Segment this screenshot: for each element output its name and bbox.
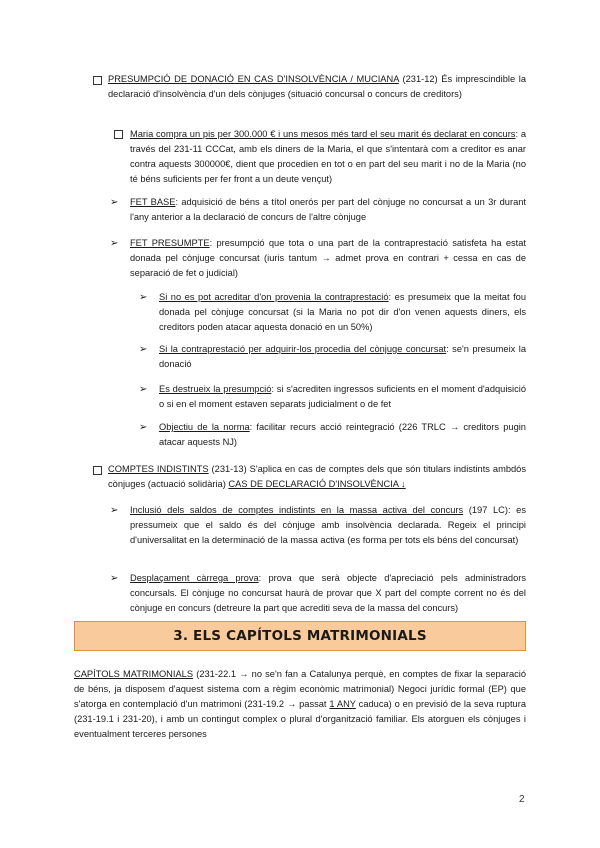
term-label: Es destrueix la presumpció (159, 384, 272, 394)
term-label: Desplaçament càrrega prova (130, 573, 259, 583)
term-label: FET PRESUMPTE (130, 238, 210, 248)
term-label: Objectiu de la norma (159, 422, 250, 432)
paragraph-fet-presumpte (130, 236, 526, 281)
term-label: Si la contraprestació per adquirir-los procedia del cònjuge concursat (159, 344, 447, 354)
term-label: Si no es pot acreditar d'on provenia la contraprestació (159, 292, 389, 302)
paragraph-text: : prova que serà objecte d'apreciació pels administradors concursals. El cònjuge no concursat haurà de provar que X part del compte corrent no és del cònjuge en concurs (detreure la part que acrediti seva de la massa del concurs) (130, 573, 526, 613)
bullet-arrow-icon: ➢ (139, 422, 148, 433)
paragraph-text: : a través del 231-11 CCCat, amb els diners de la Maria, el que s'intentarà com a creditor es anar contra aquests 300000€, dient que procedien en tot o en part del seu marit i no de la Maria (no té béns suficients per fer front a un deute vençut) (130, 129, 527, 184)
paragraph-text: caduca) o en previsió de la seva ruptura (231-19.1 i 231-20), i amb un contingut complex o plural d'organització familiar. Els atorguen els cònjuges i eventualment terceres persones (74, 699, 526, 739)
paragraph-text: (231-22.1 → no se'n fan a Catalunya perquè, en comptes de fixar la separació de béns, ja disposem d'aquest sistema com a règim econòmic matrimonial) Negoci jurídic formal (EP) que s'atorga en contemplació d'un matrimoni (231-19.2 → passat (74, 669, 526, 709)
page-number: 2 (519, 794, 525, 805)
bullet-arrow-icon: ➢ (110, 573, 119, 584)
paragraph-text: : se'n presumeix la donació (159, 344, 526, 369)
section-heading (74, 621, 526, 651)
bullet-arrow-icon: ➢ (110, 238, 119, 249)
term-label: CAPÍTOLS MATRIMONIALS (74, 669, 194, 679)
term-label: Inclusió dels saldos de comptes indistints en la massa activa del concurs (130, 505, 464, 515)
paragraph-inclusio (130, 503, 526, 548)
paragraph-text: : facilitar recurs acció reintegració (226 TRLC → creditors pugin atacar aquests NJ) (159, 422, 526, 447)
paragraph-maria (130, 127, 526, 187)
paragraph-text: (231-12) És imprescindible la declaració d'insolvència d'un dels cònjuges (situació concursal o concurs de creditors) (108, 74, 526, 99)
paragraph-presumpcio (108, 72, 526, 102)
bullet-arrow-icon: ➢ (110, 505, 119, 516)
paragraph-text: (231-13) S'aplica en cas de comptes dels que són titulars indistints ambdós cònjuges (actuació solidària) (108, 464, 526, 489)
bullet-arrow-icon: ➢ (139, 344, 148, 355)
paragraph-objectiu (159, 420, 526, 450)
paragraph-text: (197 LC): es pressumeix que el saldo és del cònjuge amb insolvència declarada. Regeix el principi d'universalitat en la determinació de la massa activa (es forma per tots els béns del concursat) (130, 505, 526, 545)
paragraph-capitols (74, 667, 526, 742)
paragraph-si-no (159, 290, 526, 335)
section-title: COMPTES INDISTINTS (108, 464, 209, 474)
underlined-text: 1 ANY (329, 699, 356, 709)
paragraph-destrueix (159, 382, 526, 412)
term-label: FET BASE (130, 197, 176, 207)
section-heading-text: 3. ELS CAPÍTOLS MATRIMONIALS (173, 628, 427, 644)
paragraph-desplacament (130, 571, 526, 616)
paragraph-comptes (108, 462, 526, 492)
paragraph-fet-base (130, 195, 526, 225)
paragraph-text: : adquisició de béns a títol onerós per part del cònjuge no concursat a un 3r durant l'any anterior a la declaració de concurs de l'altre cònjuge (130, 197, 526, 222)
section-title: PRESUMPCIÓ DE DONACIÓ EN CAS D'INSOLVÈNCIA / MUCIANA (108, 74, 399, 84)
underlined-text: CAS DE DECLARACIÓ D'INSOLVÈNCIA ↓ (228, 479, 406, 489)
paragraph-text: : si s'acrediten ingressos suficients en el moment d'adquisició o si en el moment estaven separats judicialment o de fet (159, 384, 526, 409)
bullet-arrow-icon: ➢ (139, 384, 148, 395)
checkbox[interactable] (93, 76, 102, 85)
paragraph-text: : presumpció que tota o una part de la contraprestació satisfeta ha estat donada pel cònjuge concursat (iuris tantum → admet prova en contrari + cessa en cas de separació de fet o judicial) (130, 238, 526, 278)
checkbox[interactable] (93, 466, 102, 475)
paragraph-text: : es presumeix que la meitat fou donada pel cònjuge concursat (si la Maria no pot dir d'on venen aquests diners, els creditors poden atacar aquesta donació en un 50%) (159, 292, 526, 332)
bullet-arrow-icon: ➢ (139, 292, 148, 303)
checkbox[interactable] (114, 130, 123, 139)
underlined-text: Maria compra un pis per 300.000 € i uns mesos més tard el seu marit és declarat en concurs (130, 129, 516, 139)
paragraph-si-la (159, 342, 526, 372)
bullet-arrow-icon: ➢ (110, 197, 119, 208)
